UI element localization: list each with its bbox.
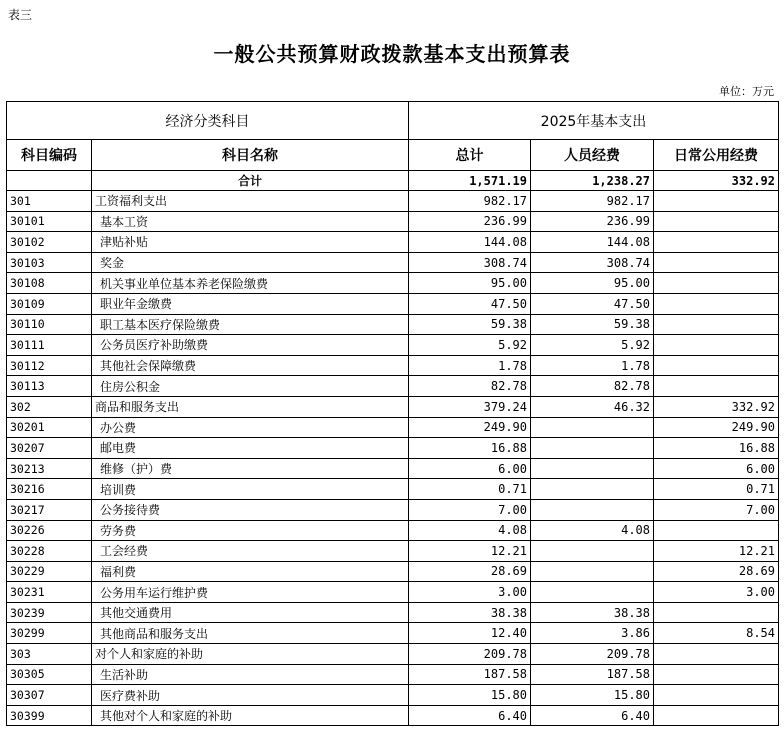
- row-name: 奖金: [92, 252, 409, 273]
- row-code: 30226: [7, 520, 92, 541]
- row-personnel: [531, 499, 654, 520]
- row-public: 0.71: [654, 479, 779, 500]
- row-code: 30305: [7, 664, 92, 685]
- row-total: 15.80: [409, 685, 531, 706]
- total-row: [7, 171, 779, 191]
- row-public: [654, 644, 779, 665]
- row-personnel: 46.32: [531, 396, 654, 417]
- table-row: [7, 273, 779, 294]
- table-row: [7, 211, 779, 232]
- row-total: 4.08: [409, 520, 531, 541]
- row-public: 7.00: [654, 499, 779, 520]
- row-personnel: 982.17: [531, 191, 654, 212]
- row-total: 209.78: [409, 644, 531, 665]
- row-code: 30101: [7, 211, 92, 232]
- table-row: [7, 541, 779, 562]
- header-personnel: 人员经费: [531, 140, 654, 171]
- row-public: 16.88: [654, 438, 779, 459]
- table-row: [7, 705, 779, 726]
- row-name: 邮电费: [92, 438, 409, 459]
- row-code: 30102: [7, 232, 92, 253]
- row-personnel: 82.78: [531, 376, 654, 397]
- row-total: 82.78: [409, 376, 531, 397]
- table-row: [7, 396, 779, 417]
- row-total: 6.40: [409, 705, 531, 726]
- table-row: [7, 232, 779, 253]
- row-code: 30111: [7, 335, 92, 356]
- row-name: 生活补助: [92, 664, 409, 685]
- row-public: 6.00: [654, 458, 779, 479]
- row-name: 基本工资: [92, 211, 409, 232]
- row-total: 7.00: [409, 499, 531, 520]
- row-public: [654, 355, 779, 376]
- row-personnel: 144.08: [531, 232, 654, 253]
- row-public: [654, 335, 779, 356]
- table-row: [7, 438, 779, 459]
- row-total: 38.38: [409, 602, 531, 623]
- row-name: 工会经费: [92, 541, 409, 562]
- row-code: 302: [7, 396, 92, 417]
- row-total: 187.58: [409, 664, 531, 685]
- table-row: [7, 314, 779, 335]
- row-name: 劳务费: [92, 520, 409, 541]
- row-public: 28.69: [654, 561, 779, 582]
- row-name: 其他社会保障缴费: [92, 355, 409, 376]
- row-public: [654, 211, 779, 232]
- row-name: 机关事业单位基本养老保险缴费: [92, 273, 409, 294]
- row-code: 30110: [7, 314, 92, 335]
- row-name: 津贴补贴: [92, 232, 409, 253]
- table-label: 表三: [8, 8, 33, 22]
- row-public: [654, 191, 779, 212]
- row-public: [654, 293, 779, 314]
- row-personnel: [531, 582, 654, 603]
- row-code: 30228: [7, 541, 92, 562]
- row-name: 公务用车运行维护费: [92, 582, 409, 603]
- row-personnel: 5.92: [531, 335, 654, 356]
- row-total: 1.78: [409, 355, 531, 376]
- row-public: 249.90: [654, 417, 779, 438]
- row-public: 12.21: [654, 541, 779, 562]
- row-personnel: 47.50: [531, 293, 654, 314]
- row-total: 95.00: [409, 273, 531, 294]
- row-name: 公务员医疗补助缴费: [92, 335, 409, 356]
- row-code: 30109: [7, 293, 92, 314]
- row-code: 30307: [7, 685, 92, 706]
- total-code-cell: [7, 171, 92, 191]
- row-total: 16.88: [409, 438, 531, 459]
- header-public: 日常公用经费: [654, 140, 779, 171]
- row-name: 福利费: [92, 561, 409, 582]
- row-code: 301: [7, 191, 92, 212]
- table-row: [7, 520, 779, 541]
- row-total: 308.74: [409, 252, 531, 273]
- row-personnel: 3.86: [531, 623, 654, 644]
- header-total: 总计: [409, 140, 531, 171]
- row-name: 公务接待费: [92, 499, 409, 520]
- row-personnel: 6.40: [531, 705, 654, 726]
- row-total: 5.92: [409, 335, 531, 356]
- table-row: [7, 561, 779, 582]
- row-personnel: 236.99: [531, 211, 654, 232]
- row-code: 30213: [7, 458, 92, 479]
- row-personnel: 95.00: [531, 273, 654, 294]
- row-total: 0.71: [409, 479, 531, 500]
- table-row: [7, 191, 779, 212]
- row-public: [654, 376, 779, 397]
- row-name: 其他对个人和家庭的补助: [92, 705, 409, 726]
- row-code: 30201: [7, 417, 92, 438]
- row-total: 28.69: [409, 561, 531, 582]
- row-public: [654, 232, 779, 253]
- row-total: 59.38: [409, 314, 531, 335]
- table-row: [7, 376, 779, 397]
- table-row: [7, 479, 779, 500]
- total-public: 332.92: [654, 171, 779, 191]
- row-personnel: [531, 479, 654, 500]
- row-name: 维修（护）费: [92, 458, 409, 479]
- row-name: 培训费: [92, 479, 409, 500]
- row-public: [654, 685, 779, 706]
- row-code: 303: [7, 644, 92, 665]
- row-code: 30112: [7, 355, 92, 376]
- total-total: 1,571.19: [409, 171, 531, 191]
- row-code: 30399: [7, 705, 92, 726]
- row-code: 30113: [7, 376, 92, 397]
- row-personnel: [531, 561, 654, 582]
- table-row: [7, 417, 779, 438]
- row-total: 249.90: [409, 417, 531, 438]
- row-personnel: 15.80: [531, 685, 654, 706]
- row-personnel: 4.08: [531, 520, 654, 541]
- header-year-basic: 2025年基本支出: [409, 102, 779, 140]
- table-row: [7, 602, 779, 623]
- header-row-columns: [7, 140, 779, 171]
- table-row: [7, 458, 779, 479]
- row-total: 6.00: [409, 458, 531, 479]
- row-public: [654, 314, 779, 335]
- total-label: 合计: [92, 171, 409, 191]
- row-code: 30103: [7, 252, 92, 273]
- row-public: [654, 705, 779, 726]
- row-public: 3.00: [654, 582, 779, 603]
- row-code: 30231: [7, 582, 92, 603]
- row-name: 办公费: [92, 417, 409, 438]
- header-name: 科目名称: [92, 140, 409, 171]
- row-name: 工资福利支出: [92, 191, 409, 212]
- row-name: 医疗费补助: [92, 685, 409, 706]
- table-row: [7, 623, 779, 644]
- row-personnel: 59.38: [531, 314, 654, 335]
- row-total: 47.50: [409, 293, 531, 314]
- row-total: 379.24: [409, 396, 531, 417]
- row-personnel: 187.58: [531, 664, 654, 685]
- row-name: 职业年金缴费: [92, 293, 409, 314]
- row-name: 商品和服务支出: [92, 396, 409, 417]
- table-row: [7, 293, 779, 314]
- row-public: 8.54: [654, 623, 779, 644]
- table-row: [7, 499, 779, 520]
- budget-table: [6, 101, 779, 726]
- row-public: [654, 273, 779, 294]
- row-name: 其他商品和服务支出: [92, 623, 409, 644]
- row-total: 12.21: [409, 541, 531, 562]
- row-code: 30207: [7, 438, 92, 459]
- row-code: 30229: [7, 561, 92, 582]
- row-code: 30239: [7, 602, 92, 623]
- page-title: 一般公共预算财政拨款基本支出预算表: [213, 42, 571, 66]
- row-personnel: [531, 438, 654, 459]
- row-code: 30216: [7, 479, 92, 500]
- row-public: [654, 602, 779, 623]
- row-personnel: [531, 541, 654, 562]
- header-econ-category: 经济分类科目: [7, 102, 409, 140]
- row-public: [654, 252, 779, 273]
- row-name: 对个人和家庭的补助: [92, 644, 409, 665]
- header-row-group: [7, 102, 779, 140]
- row-public: [654, 664, 779, 685]
- row-public: [654, 520, 779, 541]
- table-row: [7, 252, 779, 273]
- table-row: [7, 644, 779, 665]
- header-code: 科目编码: [7, 140, 92, 171]
- total-personnel: 1,238.27: [531, 171, 654, 191]
- row-code: 30108: [7, 273, 92, 294]
- row-personnel: [531, 417, 654, 438]
- row-code: 30217: [7, 499, 92, 520]
- row-public: 332.92: [654, 396, 779, 417]
- row-personnel: [531, 458, 654, 479]
- row-personnel: 1.78: [531, 355, 654, 376]
- row-total: 236.99: [409, 211, 531, 232]
- row-personnel: 308.74: [531, 252, 654, 273]
- row-code: 30299: [7, 623, 92, 644]
- row-personnel: 209.78: [531, 644, 654, 665]
- table-row: [7, 355, 779, 376]
- table-row: [7, 582, 779, 603]
- row-name: 职工基本医疗保险缴费: [92, 314, 409, 335]
- row-total: 3.00: [409, 582, 531, 603]
- row-personnel: 38.38: [531, 602, 654, 623]
- unit-label: 单位：万元: [719, 85, 774, 98]
- row-name: 其他交通费用: [92, 602, 409, 623]
- row-total: 982.17: [409, 191, 531, 212]
- row-name: 住房公积金: [92, 376, 409, 397]
- table-row: [7, 664, 779, 685]
- row-total: 12.40: [409, 623, 531, 644]
- row-total: 144.08: [409, 232, 531, 253]
- table-row: [7, 685, 779, 706]
- table-row: [7, 335, 779, 356]
